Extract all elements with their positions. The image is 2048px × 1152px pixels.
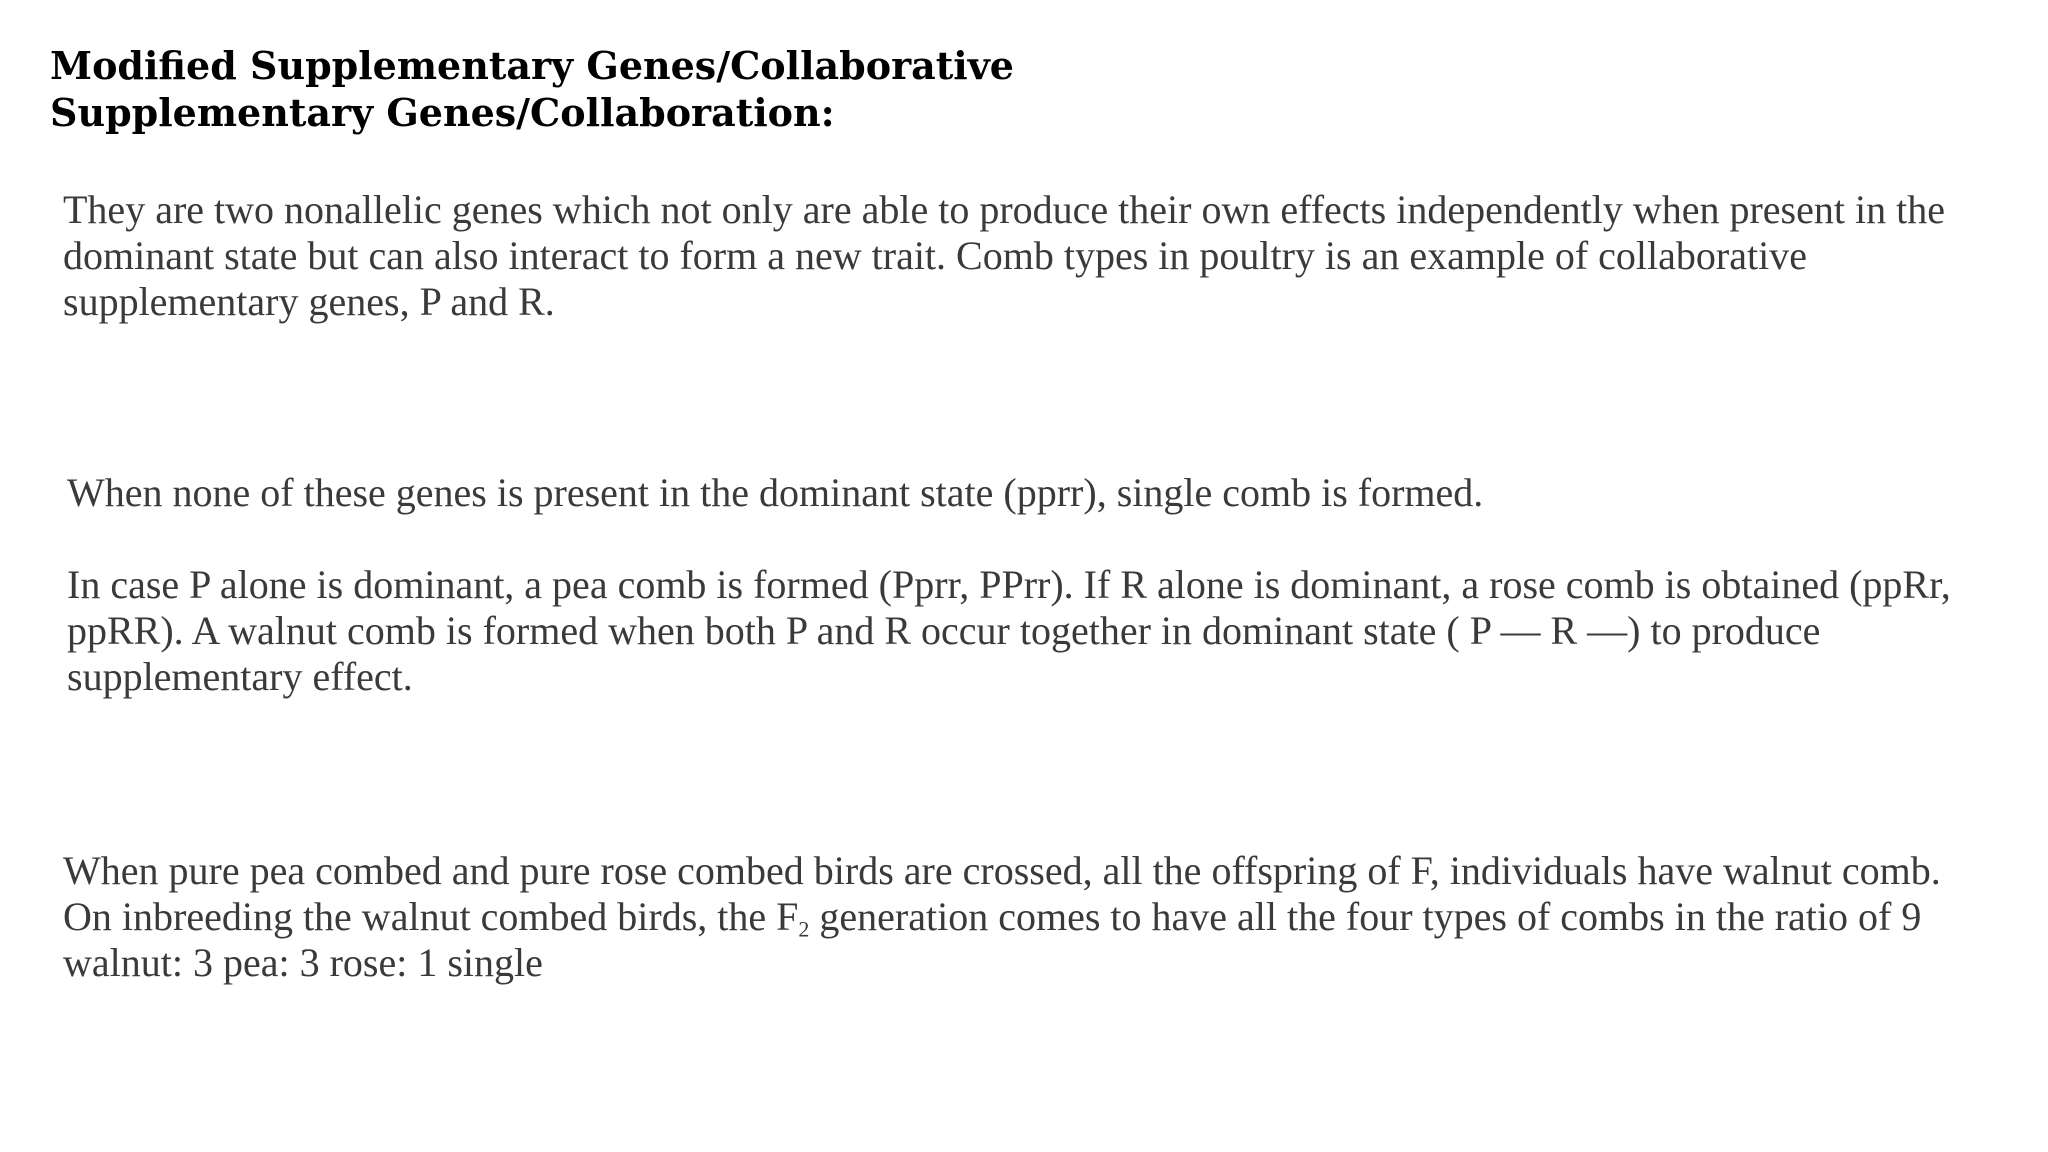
cross-text-part2: generation comes to have all the four types of combs in the ratio of 9 walnut: 3 pea: 3 rose: 1 single <box>63 894 1922 985</box>
intro-paragraph: They are two nonallelic genes which not only are able to produce their own effects independently when present in the dominant state but can also interact to form a new trait. Comb types in poultry is an example of collaborative supplementary genes, P and R. <box>63 187 1945 324</box>
slide-title: Modified Supplementary Genes/Collaborative Supplementary Genes/Collaboration: <box>50 43 1014 135</box>
pea-rose-walnut-paragraph: In case P alone is dominant, a pea comb is formed (Pprr, PPrr). If R alone is dominant, a rose comb is obtained (ppRr, ppRR). A walnut comb is formed when both P and R occur together in dominant state ( P — R —) to produce supplementary effect. <box>67 562 1951 699</box>
cross-text-part1: When pure pea combed and pure rose combed birds are crossed, all the offspring of F, individuals have walnut comb. On inbreeding the walnut combed birds, the F <box>63 848 1941 939</box>
cross-paragraph <box>63 848 1983 986</box>
f2-subscript: 2 <box>798 916 810 942</box>
single-comb-paragraph: When none of these genes is present in the dominant state (pprr), single comb is formed. <box>67 470 1484 515</box>
